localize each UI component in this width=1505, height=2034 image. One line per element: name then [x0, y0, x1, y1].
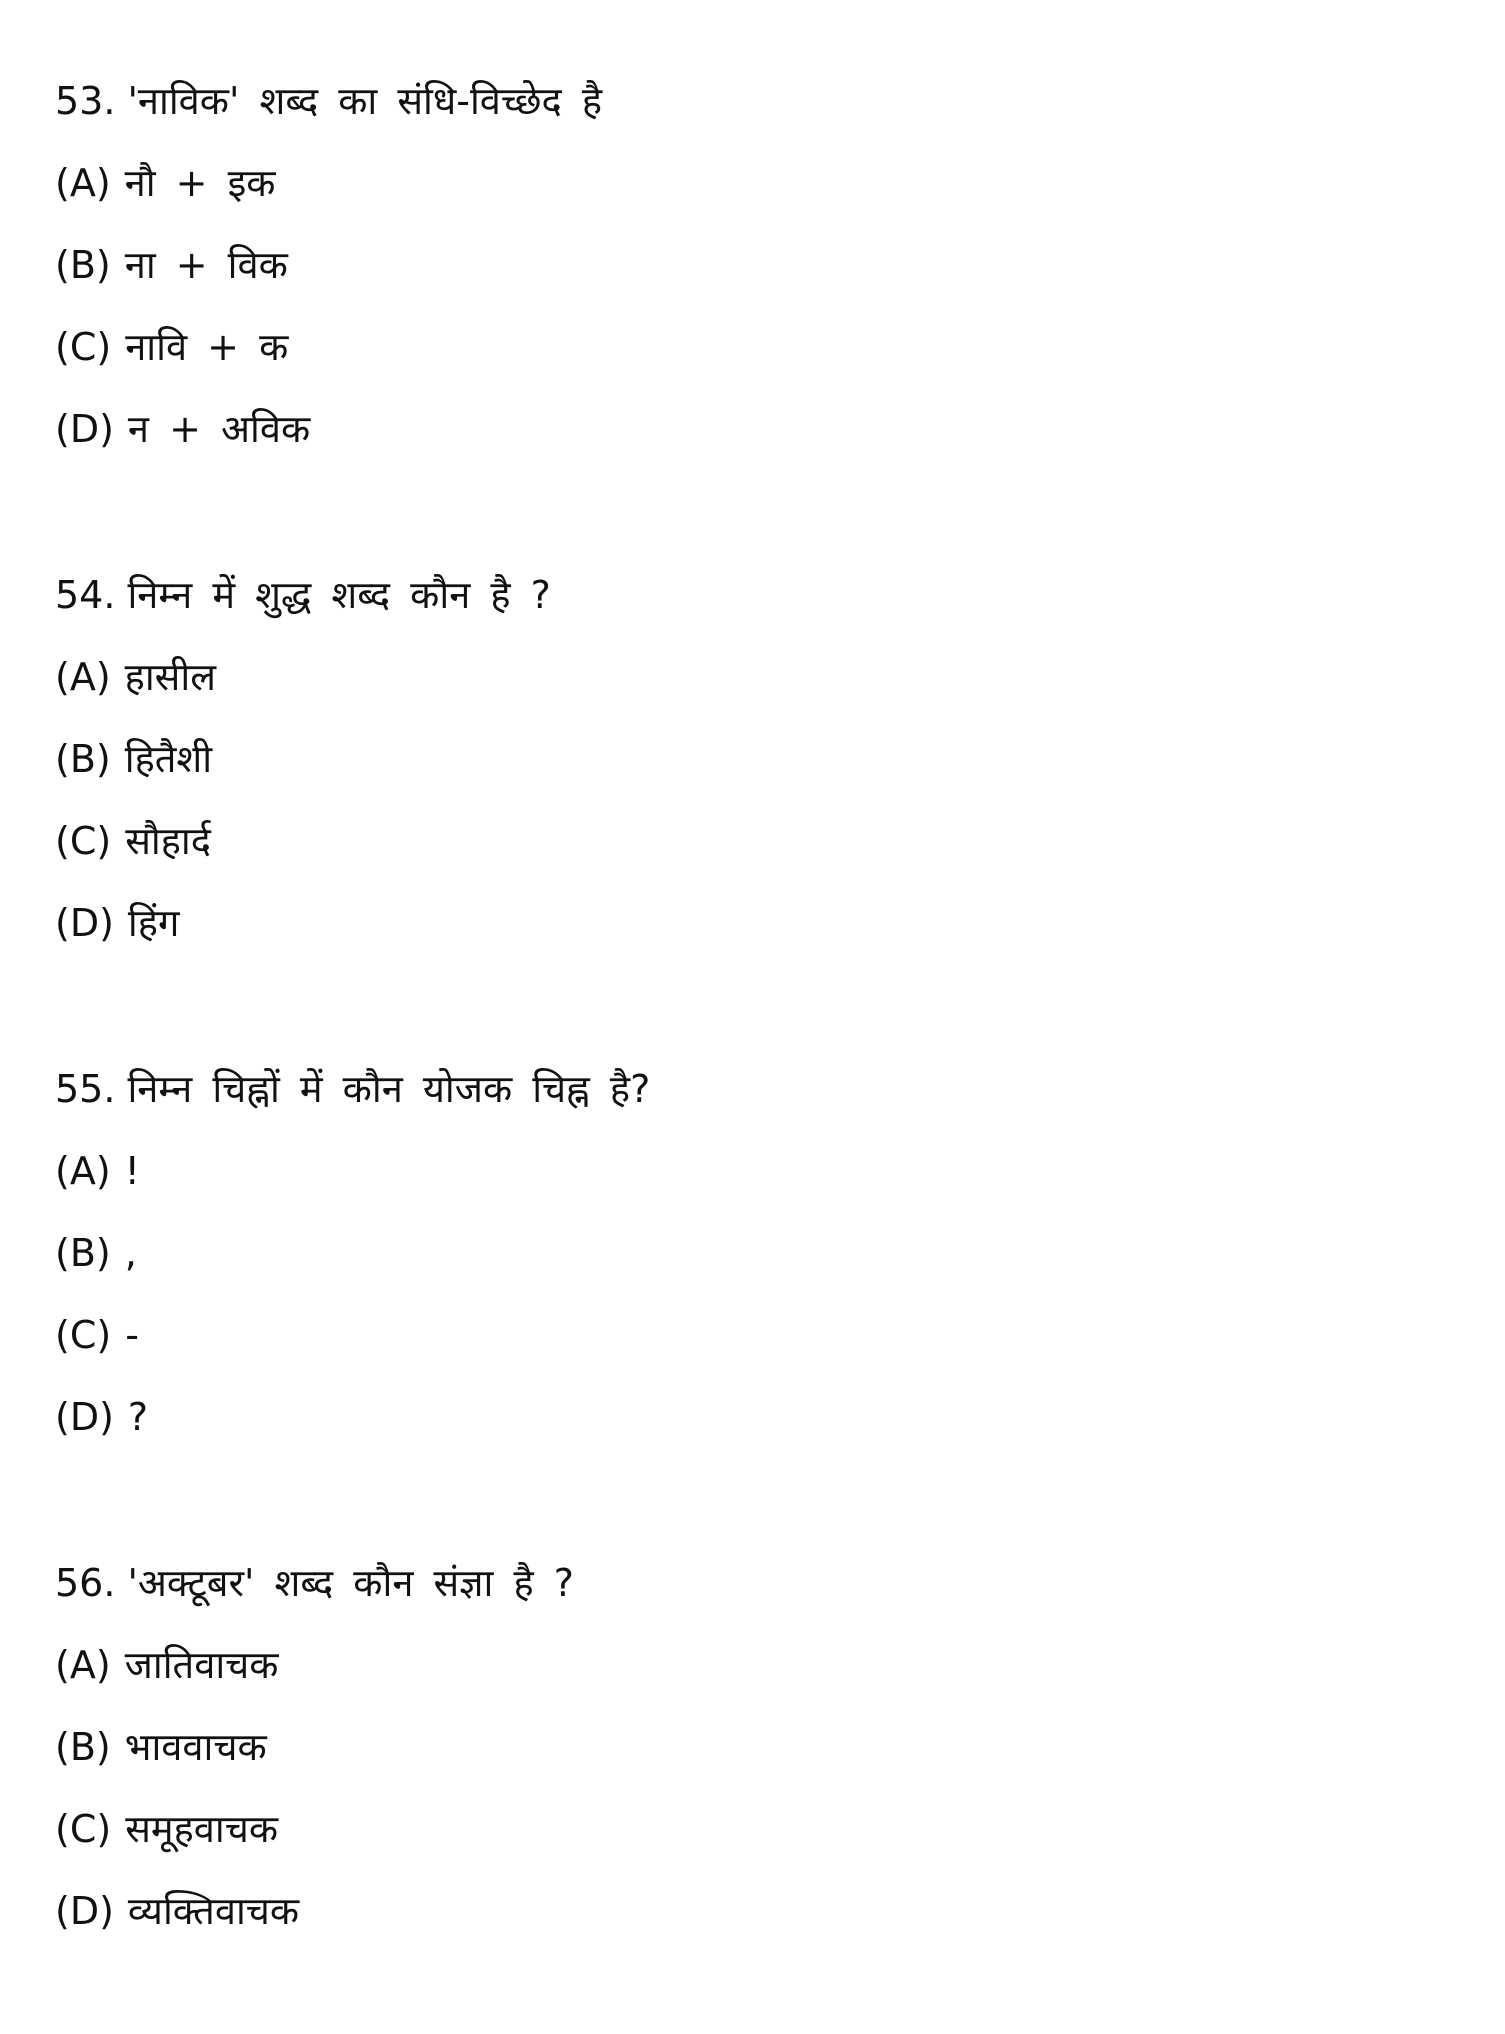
question-stem: निम्न में शुद्ध शब्द कौन है ?	[127, 573, 551, 617]
option-text: हिंग	[127, 901, 180, 945]
option-key: (C)	[55, 1807, 112, 1851]
question-number: 56.	[55, 1561, 116, 1605]
option-d[interactable]	[55, 1392, 1455, 1442]
option-text: हासील	[124, 655, 216, 699]
question-53	[55, 76, 1455, 454]
option-d[interactable]	[55, 898, 1455, 948]
option-text: ?	[127, 1395, 149, 1439]
question-number: 53.	[55, 79, 116, 123]
question-56	[55, 1558, 1455, 1936]
question-text	[55, 1064, 1455, 1114]
option-key: (A)	[55, 161, 111, 205]
option-b[interactable]	[55, 1228, 1455, 1278]
option-c[interactable]	[55, 1804, 1455, 1854]
question-stem: निम्न चिह्नों में कौन योजक चिह्न है?	[127, 1067, 651, 1111]
option-key: (D)	[55, 1889, 114, 1933]
option-d[interactable]	[55, 1886, 1455, 1936]
question-54	[55, 570, 1455, 948]
option-c[interactable]	[55, 816, 1455, 866]
option-key: (B)	[55, 737, 111, 781]
option-b[interactable]	[55, 734, 1455, 784]
option-b[interactable]	[55, 1722, 1455, 1772]
option-text: हितैशी	[124, 737, 213, 781]
option-text: जातिवाचक	[124, 1643, 279, 1687]
option-a[interactable]	[55, 158, 1455, 208]
option-text: ,	[124, 1231, 137, 1275]
option-key: (B)	[55, 243, 111, 287]
option-key: (D)	[55, 901, 114, 945]
option-a[interactable]	[55, 1146, 1455, 1196]
option-key: (D)	[55, 407, 114, 451]
option-text: समूहवाचक	[125, 1807, 279, 1851]
option-key: (B)	[55, 1725, 111, 1769]
option-text: नावि + क	[125, 325, 289, 369]
question-text	[55, 570, 1455, 620]
option-c[interactable]	[55, 1310, 1455, 1360]
option-a[interactable]	[55, 1640, 1455, 1690]
option-key: (C)	[55, 1313, 112, 1357]
option-text: नौ + इक	[124, 161, 276, 205]
option-key: (B)	[55, 1231, 111, 1275]
option-text: ना + विक	[124, 243, 288, 287]
question-stem: 'अक्टूबर' शब्द कौन संज्ञा है ?	[127, 1561, 574, 1605]
option-c[interactable]	[55, 322, 1455, 372]
question-number: 54.	[55, 573, 116, 617]
question-text	[55, 1558, 1455, 1608]
option-text: सौहार्द	[125, 819, 211, 863]
option-d[interactable]	[55, 404, 1455, 454]
option-text: भाववाचक	[124, 1725, 267, 1769]
option-key: (D)	[55, 1395, 114, 1439]
option-a[interactable]	[55, 652, 1455, 702]
question-text	[55, 76, 1455, 126]
option-key: (A)	[55, 655, 111, 699]
option-key: (A)	[55, 1149, 111, 1193]
option-key: (C)	[55, 819, 112, 863]
option-text: !	[124, 1149, 140, 1193]
option-text: न + अविक	[127, 407, 311, 451]
question-55	[55, 1064, 1455, 1442]
option-text: व्यक्तिवाचक	[127, 1889, 300, 1933]
option-key: (A)	[55, 1643, 111, 1687]
question-number: 55.	[55, 1067, 116, 1111]
option-key: (C)	[55, 325, 112, 369]
option-text: -	[125, 1313, 139, 1357]
option-b[interactable]	[55, 240, 1455, 290]
question-stem: 'नाविक' शब्द का संधि-विच्छेद है	[127, 79, 602, 123]
